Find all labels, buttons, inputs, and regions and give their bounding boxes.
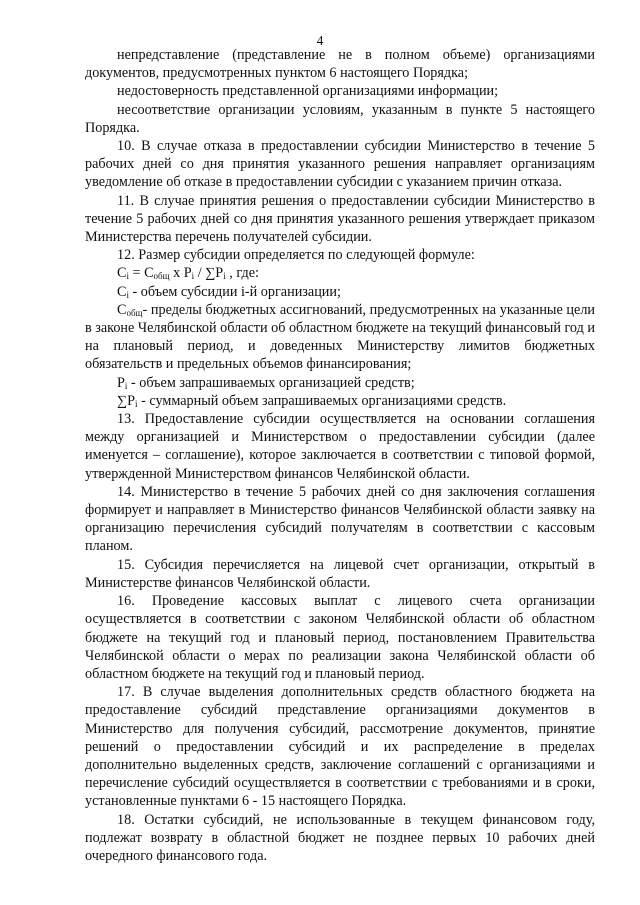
paragraph-clause-17: 17. В случае выделения дополнительных средств областного бюджета на предоставление субсидий представление организациями документов в Министерство для получения субсидий, рассмотрение документов, принятие решений о предоставлении субсидий и их распределение в пределах дополнительно выделенных средств, заключение соглашений с организациями и перечисление субсидий осуществляется в соответствии с требованиями и в сроки, установленные пунктами 6 - 15 настоящего Порядка.	[85, 684, 595, 810]
document-body	[85, 46, 595, 865]
page-number: 4	[316, 33, 324, 48]
definition-sum-pi: $\sum P_i$ - суммарный объем запрашиваемых организациями средств.	[117, 392, 507, 409]
paragraph-nonsubmission: непредставление (представление не в полном объеме) организациями документов, предусмотренных пунктом 6 настоящего Порядка;	[85, 47, 595, 82]
paragraph-clause-15: 15. Субсидия перечисляется на лицевой счет организации, открытый в Министерстве финансов Челябинской области.	[85, 556, 595, 591]
paragraph-clause-18: 18. Остатки субсидий, не использованные в текущем финансовом году, подлежат возврату в областной бюджет не позднее первых 10 рабочих дней очередного финансового года.	[85, 811, 595, 864]
paragraph-clause-13: 13. Предоставление субсидии осуществляется на основании соглашения между организацией и Министерством о предоставлении субсидии (далее именуется – соглашение), которое заключается в соответствии с типовой формой, утвержденной Министерством финансов Челябинской области.	[85, 411, 595, 482]
definition-ci: $C_i$ - объем субсидии i-й организации;	[117, 283, 341, 300]
paragraph-unreliability: недостоверность представленной организациями информации;	[117, 83, 499, 100]
paragraph-clause-14: 14. Министерство в течение 5 рабочих дней со дня заключения соглашения формирует и направляет в Министерство финансов Челябинской области заявку на организацию перечисления субсидий получателям в соответствии с кассовым планом.	[85, 483, 595, 555]
subsidy-formula: $C_i = C_{общ}$ x $P_i / \sum P_i$ , где:	[117, 265, 259, 282]
definition-ctotal: $C_{общ}-$ пределы бюджетных ассигнований, предусмотренных на указанные цели в законе Челябинской области об областном бюджете на текущий финансовый год и на плановый период, и доведенных Министерству лимитов бюджетных обязательств и предельных объемов финансирования;	[85, 301, 595, 373]
paragraph-nonconformity: несоответствие организации условиям, указанным в пункте 5 настоящего Порядка.	[85, 101, 595, 136]
definition-pi: $P_i$ - объем запрашиваемых организацией средств;	[117, 374, 415, 391]
paragraph-clause-10: 10. В случае отказа в предоставлении субсидии Министерство в течение 5 рабочих дней со дня принятия указанного решения направляет организациям уведомление об отказе в предоставлении субсидии с указанием причин отказа.	[85, 138, 595, 191]
paragraph-clause-16: 16. Проведение кассовых выплат с лицевого счета организации осуществляется в соответствии с законом Челябинской области об областном бюджете на текущий год и плановый период, постановлением Правительства Челябинской области о мерах по реализации закона Челябинской области об областном бюджете на текущий год и плановый период.	[85, 593, 595, 682]
paragraph-clause-11: 11. В случае принятия решения о предоставлении субсидии Министерство в течение 5 рабочих дней со дня принятия указанного решения утверждает приказом Министерства перечень получателей субсидии.	[85, 192, 595, 246]
paragraph-clause-12: 12. Размер субсидии определяется по следующей формуле:	[117, 247, 475, 264]
